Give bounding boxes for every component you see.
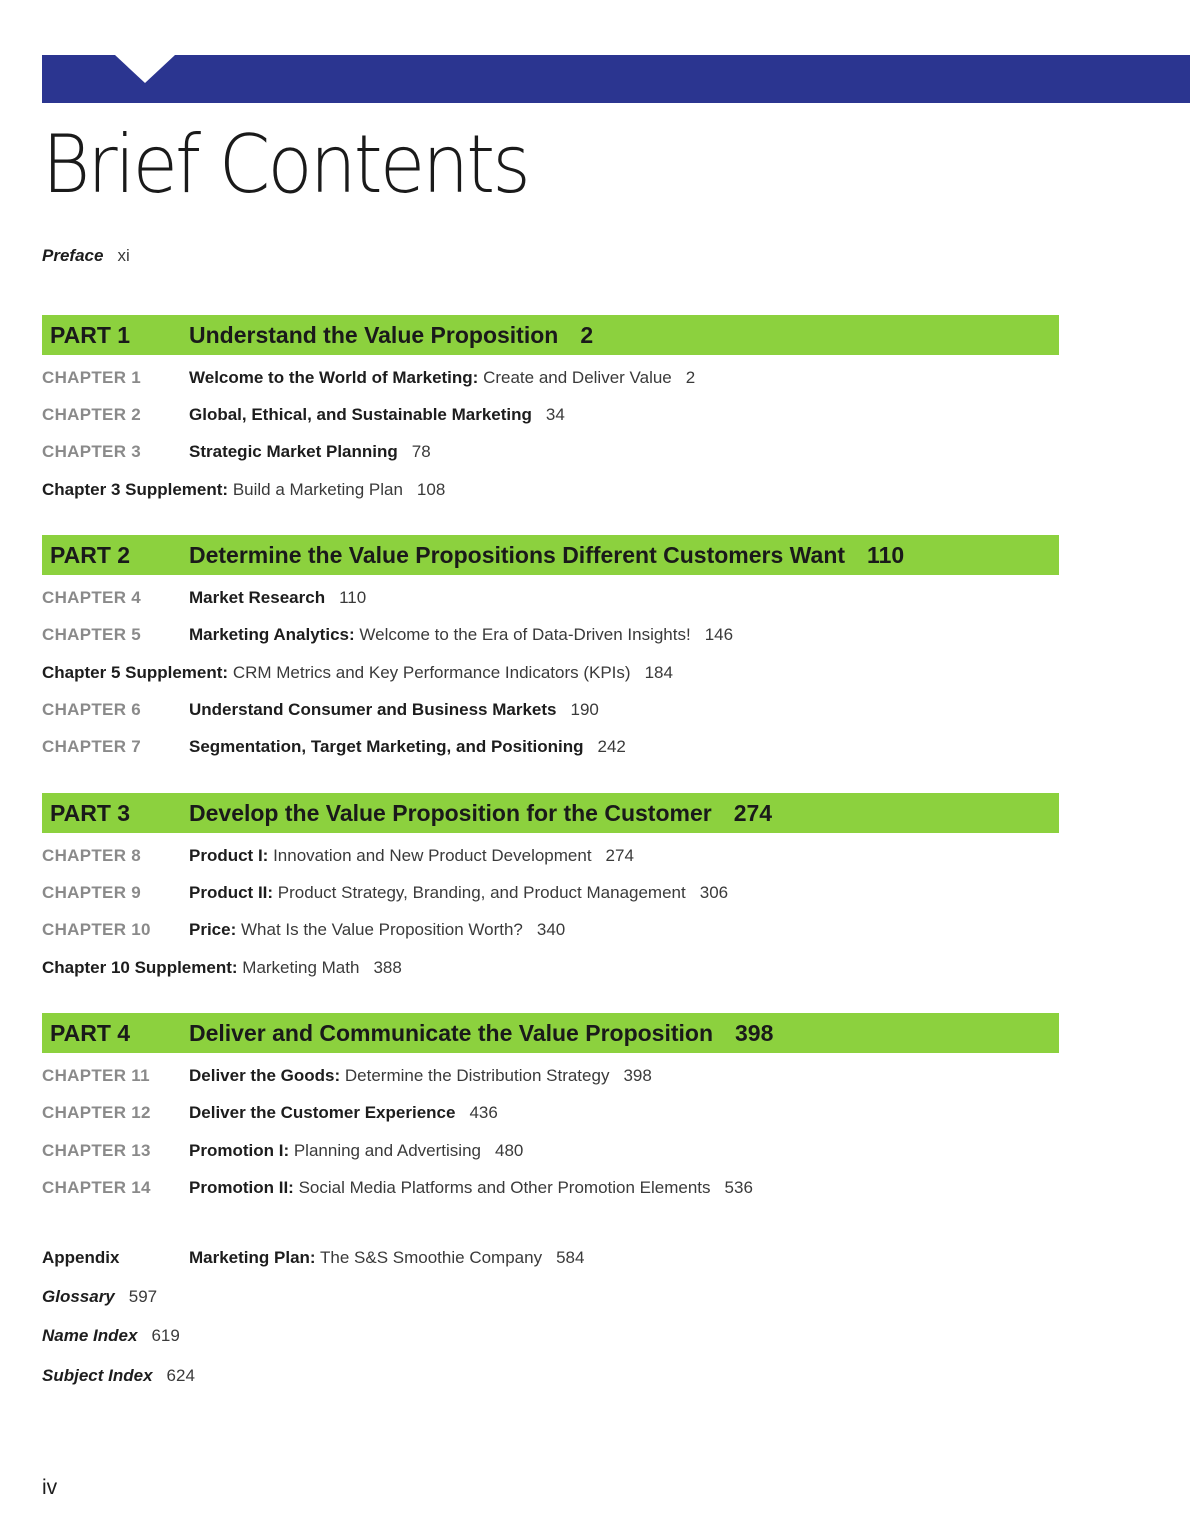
supplement-label: Chapter 3 Supplement: — [42, 480, 229, 499]
chapter-title: Product I: Innovation and New Product Development 274 — [189, 846, 634, 865]
supplement-page: 184 — [644, 663, 673, 682]
chapter-title: Price: What Is the Value Proposition Worth? 340 — [189, 920, 566, 939]
header-notch — [115, 55, 175, 83]
chapter-label: CHAPTER 10 — [42, 920, 151, 939]
part-2-bar — [42, 535, 1059, 575]
preface-label: Preface — [42, 246, 104, 265]
part-title: Develop the Value Proposition for the Customer 274 — [189, 800, 773, 826]
part-label: PART 4 — [50, 1020, 131, 1046]
appendix-title: Marketing Plan: The S&S Smoothie Company 584 — [189, 1248, 585, 1267]
subject-index-label: Subject Index — [42, 1366, 153, 1385]
chapter-label: CHAPTER 3 — [42, 442, 142, 461]
toc-entry-chapter-10-supplement — [42, 954, 402, 982]
chapter-title: Understand Consumer and Business Markets 190 — [189, 700, 599, 719]
part-label: PART 2 — [50, 542, 131, 568]
chapter-label: CHAPTER 5 — [42, 625, 142, 644]
header-band — [42, 55, 1190, 103]
chapter-label: CHAPTER 6 — [42, 700, 142, 719]
chapter-label: CHAPTER 4 — [42, 588, 142, 607]
chapter-label: CHAPTER 2 — [42, 405, 142, 424]
part-title: Determine the Value Propositions Different Customers Want 110 — [189, 542, 905, 568]
chapter-title: Deliver the Customer Experience 436 — [189, 1103, 498, 1122]
chapter-label: CHAPTER 14 — [42, 1178, 151, 1197]
supplement-title: CRM Metrics and Key Performance Indicators (KPIs) — [232, 663, 631, 682]
chapter-label: CHAPTER 8 — [42, 846, 142, 865]
glossary-label: Glossary — [42, 1287, 115, 1306]
chapter-title: Promotion I: Planning and Advertising 480 — [189, 1141, 524, 1160]
part-1-bar — [42, 315, 1059, 355]
chapter-label: CHAPTER 1 — [42, 368, 142, 387]
supplement-page: 388 — [373, 958, 402, 977]
chapter-title: Deliver the Goods: Determine the Distribution Strategy 398 — [189, 1066, 652, 1085]
part-4-bar — [42, 1013, 1059, 1053]
chapter-title: Market Research 110 — [189, 588, 367, 607]
page-number: iv — [42, 1476, 58, 1499]
name-index-page: 619 — [151, 1326, 180, 1345]
chapter-label: CHAPTER 7 — [42, 737, 142, 756]
supplement-label: Chapter 5 Supplement: — [42, 663, 229, 682]
preface-entry — [42, 242, 130, 270]
chapter-label: CHAPTER 12 — [42, 1103, 151, 1122]
chapter-title: Segmentation, Target Marketing, and Positioning 242 — [189, 737, 626, 756]
glossary-page: 597 — [128, 1287, 158, 1306]
chapter-label: CHAPTER 9 — [42, 883, 142, 902]
name-index-label: Name Index — [42, 1326, 138, 1345]
page-title: Brief Contents — [42, 118, 528, 211]
chapter-title: Global, Ethical, and Sustainable Marketing 34 — [189, 405, 565, 424]
chapter-label: CHAPTER 13 — [42, 1141, 151, 1160]
chapter-title: Product II: Product Strategy, Branding, and Product Management 306 — [189, 883, 729, 902]
preface-page: xi — [117, 246, 130, 265]
chapter-title: Marketing Analytics: Welcome to the Era of Data-Driven Insights! 146 — [189, 625, 734, 644]
part-3-bar — [42, 793, 1059, 833]
supplement-label: Chapter 10 Supplement: — [42, 958, 238, 977]
chapter-title: Strategic Market Planning 78 — [189, 442, 431, 461]
part-label: PART 1 — [50, 322, 131, 348]
toc-entry-chapter-3-supplement — [42, 476, 445, 504]
chapter-label: CHAPTER 11 — [42, 1066, 150, 1085]
supplement-title: Build a Marketing Plan — [232, 480, 403, 499]
part-title: Deliver and Communicate the Value Proposition 398 — [189, 1020, 774, 1046]
supplement-title: Marketing Math — [242, 958, 360, 977]
part-title: Understand the Value Proposition 2 — [189, 322, 594, 348]
toc-entry-name-index — [42, 1322, 180, 1350]
toc-entry-glossary — [42, 1283, 157, 1311]
part-label: PART 3 — [50, 800, 131, 826]
appendix-label: Appendix — [42, 1248, 120, 1267]
toc-entry-chapter-5-supplement — [42, 659, 673, 687]
supplement-page: 108 — [416, 480, 446, 499]
toc-entry-subject-index — [42, 1362, 195, 1390]
chapter-title: Promotion II: Social Media Platforms and Other Promotion Elements 536 — [189, 1178, 753, 1197]
chapter-title: Welcome to the World of Marketing: Create and Deliver Value 2 — [189, 368, 696, 387]
subject-index-page: 624 — [166, 1366, 195, 1385]
